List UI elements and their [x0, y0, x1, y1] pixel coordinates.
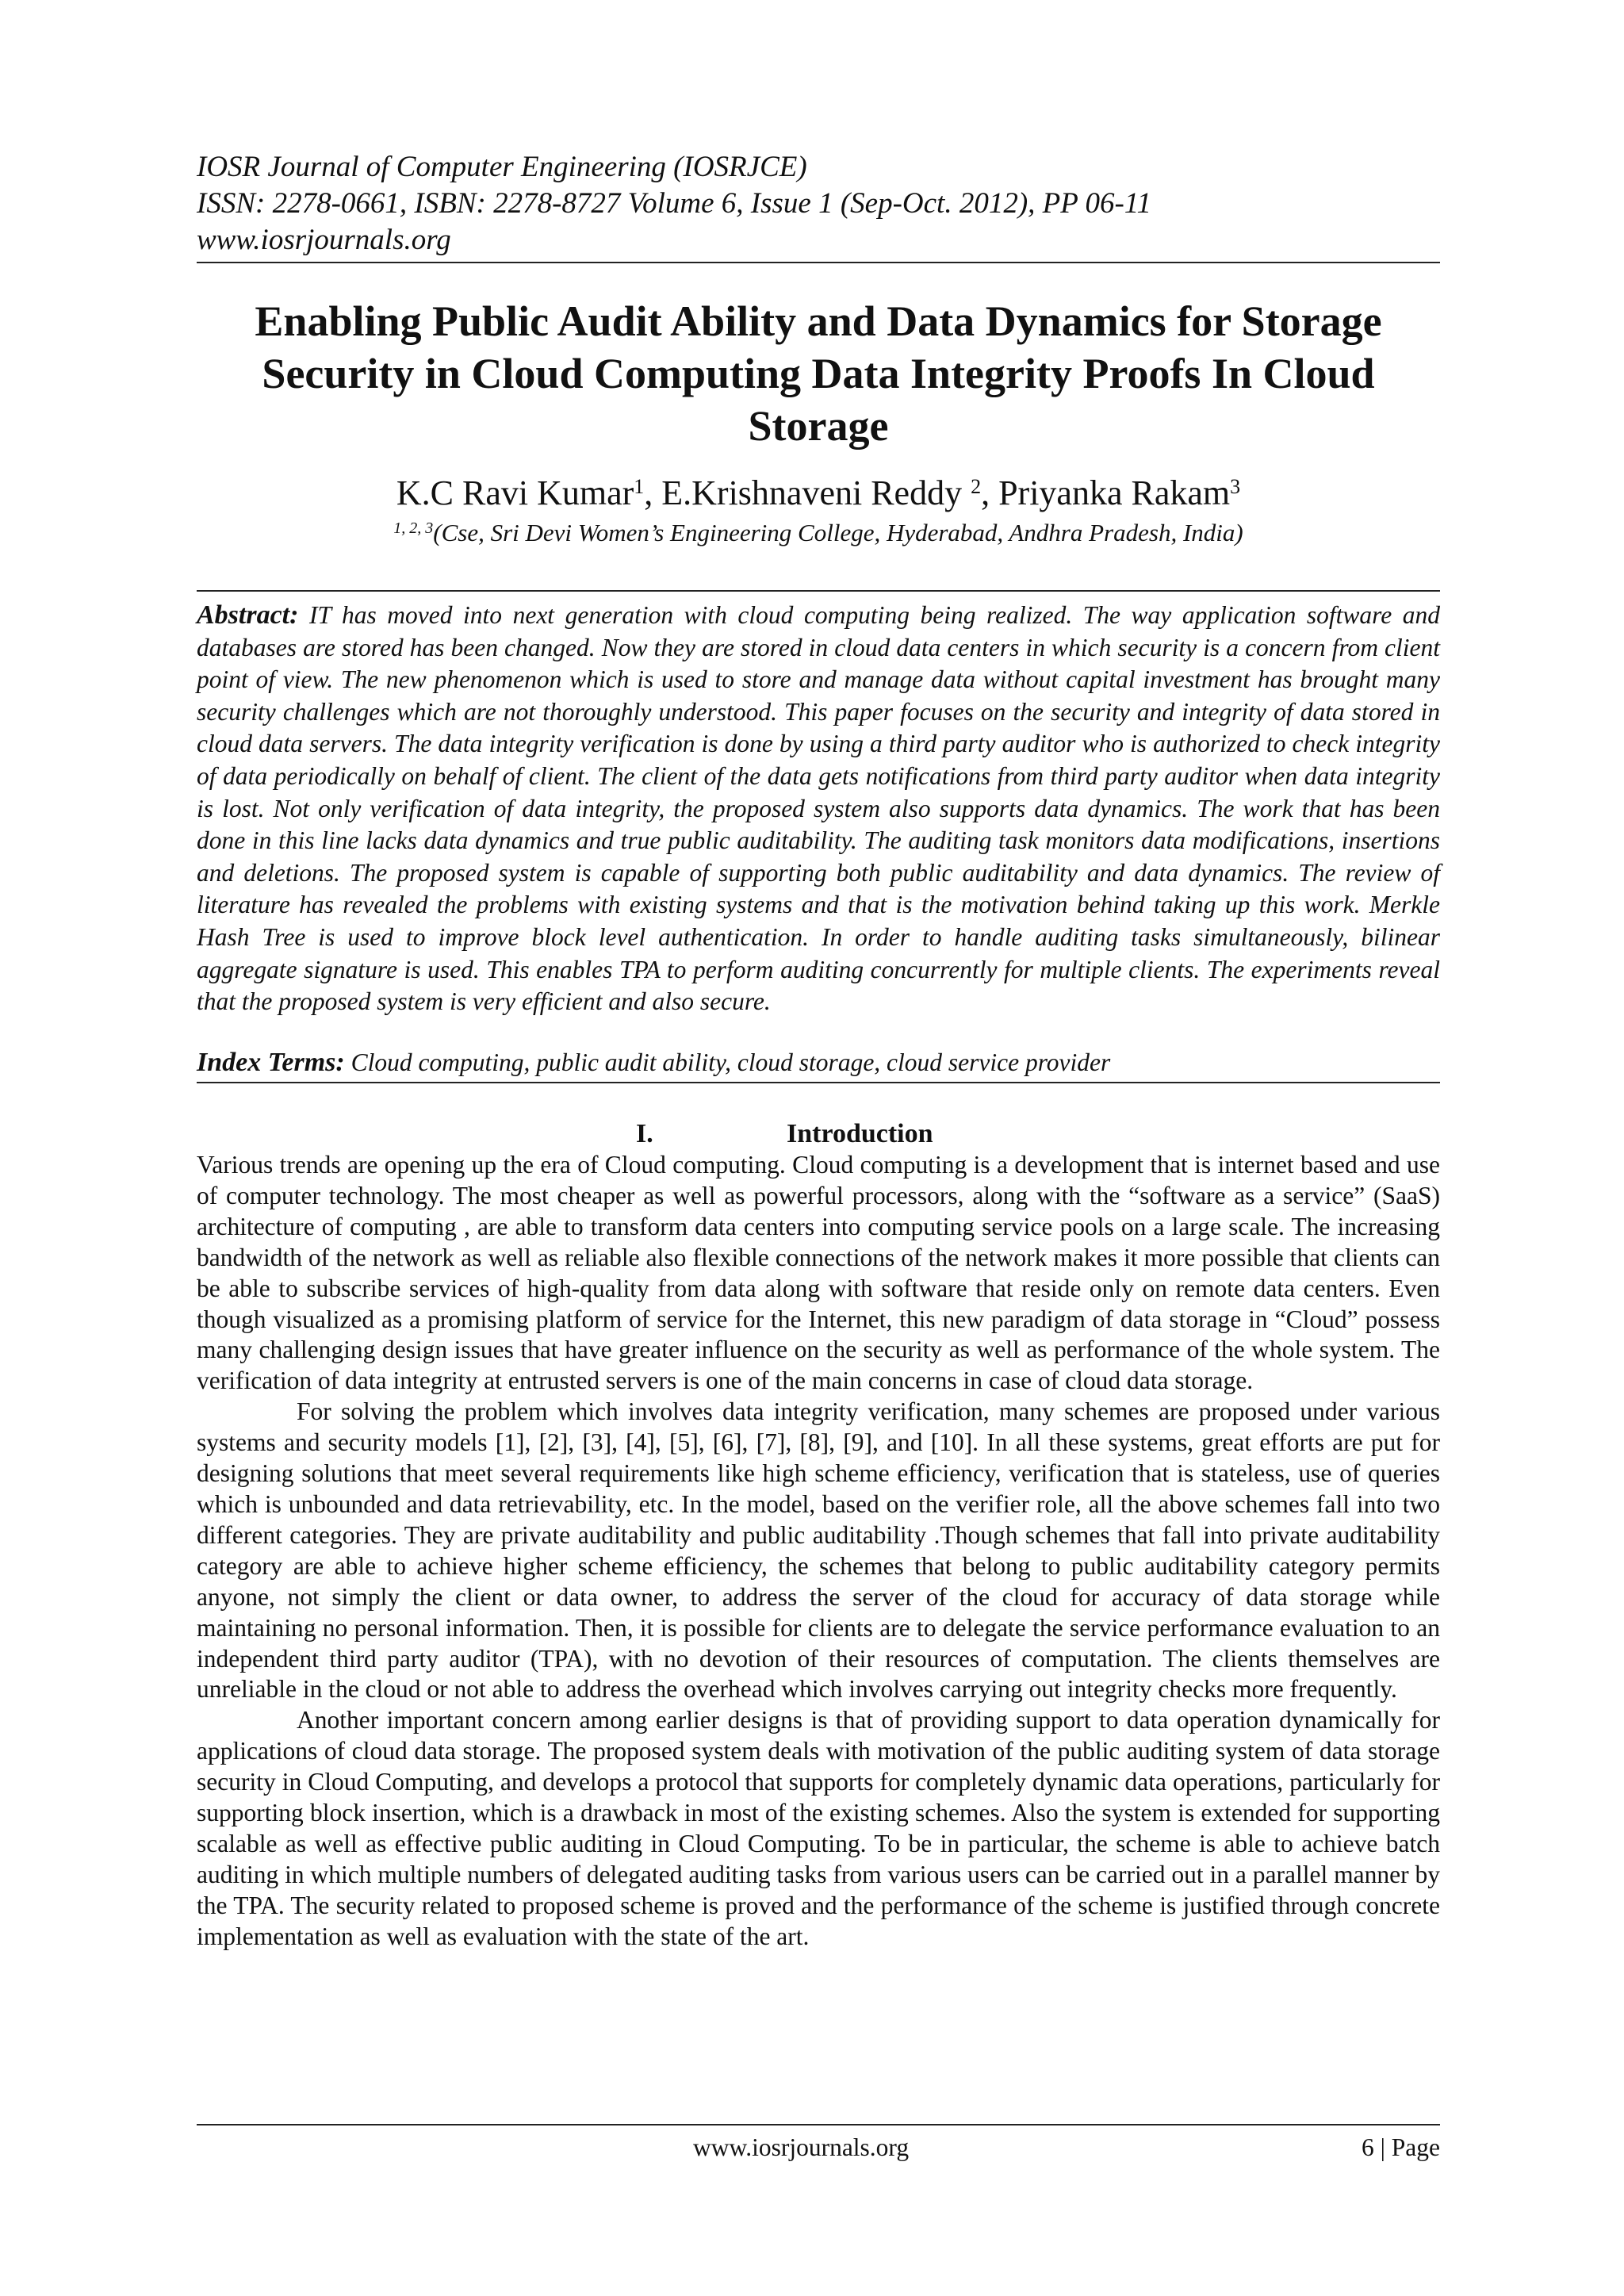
author-1: K.C Ravi Kumar — [396, 473, 634, 512]
abstract-bottom-rule — [197, 1082, 1440, 1083]
footer-rule — [197, 2124, 1440, 2125]
title-line-1: Enabling Public Audit Ability and Data Dynamics for Storage — [255, 297, 1382, 345]
index-terms-text: Cloud computing, public audit ability, cloud storage, cloud service provider — [344, 1048, 1111, 1076]
author-2-sup: 2 — [971, 475, 982, 498]
title-line-2: Security in Cloud Computing Data Integrity Proofs In Cloud — [262, 350, 1375, 397]
abstract-text: IT has moved into next generation with cloud computing being realized. The way application software and databases are stored has been changed. Now they are stored in cloud data centers in which security is a concern from client point of view. The new phenomenon which is used to store and manage data without capital investment has brought many security challenges which are not thoroughly understood. This paper focuses on the security and integrity of data stored in cloud data servers. The data integrity verification is done by using a third party auditor who is authorized to check integrity of data periodically on behalf of client. The client of the data gets notifications from third party auditor when data integrity is lost. Not only verification of data integrity, the proposed system also supports data dynamics. The work that has been done in this line lacks data dynamics and true public auditability. The auditing task monitors data modifications, insertions and deletions. The proposed system is capable of supporting both public auditability and data dynamics. The review of literature has revealed the problems with existing systems and that is the motivation behind taking up this work. Merkle Hash Tree is used to improve block level authentication. In order to handle auditing tasks simultaneously, bilinear aggregate signature is used. This enables TPA to perform auditing concurrently for multiple clients. The experiments reveal that the proposed system is very efficient and also secure. — [197, 601, 1440, 1016]
affiliation — [197, 517, 1440, 549]
affiliation-sup: 1, 2, 3 — [393, 519, 434, 537]
journal-website[interactable]: www.iosrjournals.org — [197, 224, 451, 256]
paragraph-2: For solving the problem which involves data integrity verification, many schemes are proposed under various systems and security models [1], [2], [3], [4], [5], [6], [7], [8], [9], and [10]. In all these systems, great efforts are put for designing solutions that meet several requirements like high scheme efficiency, verification that is stateless, use of queries which is unbounded and data retrievability, etc. In the model, based on the verifier role, all the above schemes fall into two different categories. They are private auditability and public auditability .Though schemes that fall into private auditability category are able to achieve higher scheme efficiency, the schemes that belong to public auditability category permits anyone, not simply the client or data owner, to address the server of the cloud for accuracy of data storage while maintaining no personal information. Then, it is possible for clients are to delegate the service performance evaluation to an independent third party auditor (TPA), with no devotion of their resources of computation. The clients themselves are unreliable in the cloud or not able to address the overhead which involves carrying out integrity checks more frequently. — [197, 1397, 1440, 1704]
journal-header — [197, 149, 1440, 259]
title-line-3: Storage — [748, 402, 889, 450]
abstract-top-rule — [197, 590, 1440, 592]
affiliation-text: (Cse, Sri Devi Women’s Engineering College, Hyderabad, Andhra Pradesh, India) — [433, 519, 1243, 546]
section-number: I. — [636, 1119, 653, 1148]
section-title: Introduction — [787, 1119, 933, 1148]
paragraph-3: Another important concern among earlier designs is that of providing support to data operation dynamically for applications of cloud data storage. The proposed system deals with motivation of the public auditing system of data storage security in Cloud Computing, and develops a protocol that supports for completely dynamic data operations, particularly for supporting block insertion, which is a drawback in most of the existing schemes. Also the system is extended for supporting scalable as well as effective public auditing in Cloud Computing. To be in particular, the scheme is able to achieve batch auditing in which multiple numbers of delegated auditing tasks from various users can be carried out in a parallel manner by the TPA. The security related to proposed scheme is proved and the performance of the scheme is justified through concrete implementation as well as evaluation with the state of the art. — [197, 1706, 1440, 1950]
header-rule — [197, 262, 1440, 263]
body-text — [197, 1150, 1440, 1953]
author-1-sup: 1 — [634, 475, 645, 498]
issn-line: ISSN: 2278-0661, ISBN: 2278-8727 Volume 6, Issue 1 (Sep-Oct. 2012), PP 06-11 — [197, 187, 1152, 220]
paper-title — [197, 295, 1440, 452]
abstract — [197, 600, 1440, 1018]
abstract-label: Abstract: — [197, 600, 299, 630]
paragraph-1: Various trends are opening up the era of Cloud computing. Cloud computing is a development that is internet based and use of computer technology. The most cheaper as well as powerful processors, along with the “software as a service” (SaaS) architecture of computing , are able to transform data centers into computing service pools on a large scale. The increasing bandwidth of the network as well as reliable also flexible connections of the network makes it more possible that clients can be able to subscribe services of high-quality from data along with software that reside only on remote data centers. Even though visualized as a promising platform of service for the Internet, this new paradigm of data storage in “Cloud” possess many challenging design issues that have greater influence on the security as well as performance of the whole system. The verification of data integrity at entrusted servers is one of the main concerns in case of cloud data storage. — [197, 1151, 1440, 1395]
index-terms-label: Index Terms: — [197, 1048, 345, 1077]
page-number: 6 | Page — [1361, 2133, 1440, 2161]
journal-name: IOSR Journal of Computer Engineering (IOSRJCE) — [197, 151, 807, 183]
author-2: , E.Krishnaveni Reddy — [644, 473, 971, 512]
author-list — [197, 471, 1440, 516]
footer-website[interactable]: www.iosrjournals.org — [693, 2133, 910, 2161]
author-3-sup: 3 — [1230, 475, 1241, 498]
author-3: , Priyanka Rakam — [981, 473, 1231, 512]
index-terms — [197, 1047, 1440, 1079]
